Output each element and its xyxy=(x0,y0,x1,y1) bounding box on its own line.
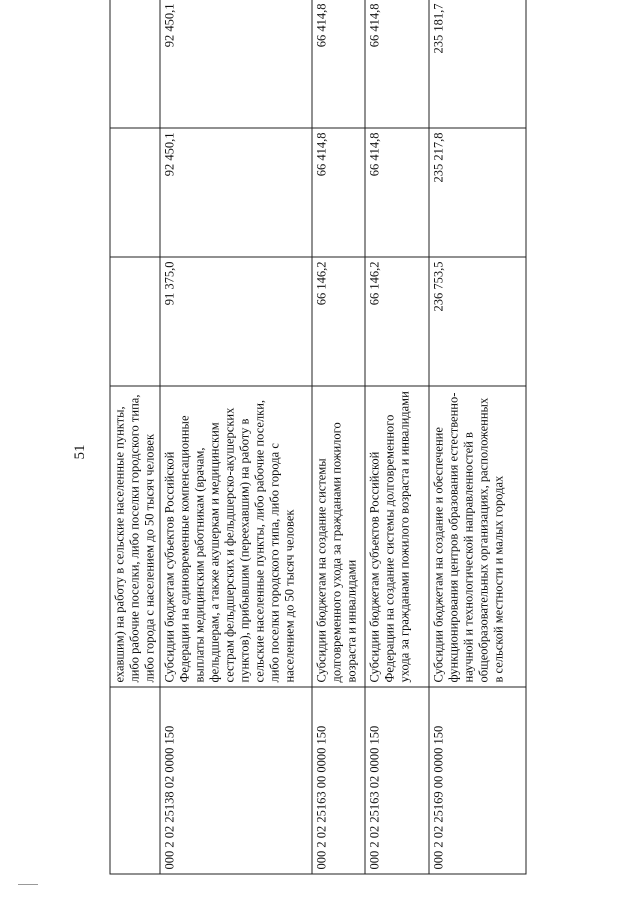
budget-code-cell: 000 2 02 25163 00 0000 150 xyxy=(312,687,365,874)
description-cell: Субсидии бюджетам на создание и обеспечение функционирования центров образования естественно-научной и технологической направленностей в общеобразовательных организациях, расположенных в сельской местности и малых городах xyxy=(429,386,526,687)
amount-cell-1 xyxy=(110,257,160,386)
amount-cell-2: 235 217,8 xyxy=(429,128,526,257)
amount-cell-2: 92 450,1 xyxy=(160,128,312,257)
budget-code-cell: 000 2 02 25138 02 0000 150 xyxy=(160,687,312,874)
description-cell: ехавшим) на работу в сельские населенные пункты, либо рабочие поселки, либо поселки городского типа, либо города с населением до 50 тысяч человек xyxy=(110,386,160,687)
amount-cell-2 xyxy=(110,128,160,257)
description-cell: Субсидии бюджетам субъектов Российской Федерации на создание системы долговременного ухода за гражданами пожилого возраста и инвалидами xyxy=(365,386,429,687)
amount-cell-3: 92 450,1 xyxy=(160,0,312,128)
rotated-table-container xyxy=(110,3,538,875)
budget-table xyxy=(110,0,527,875)
amount-cell-3: 235 181,7 xyxy=(429,0,526,128)
description-cell: Субсидии бюджетам на создание системы долговременного ухода за гражданами пожилого возраста и инвалидами xyxy=(312,386,365,687)
budget-code-cell: 000 2 02 25169 00 0000 150 xyxy=(429,687,526,874)
table-row xyxy=(365,0,429,874)
amount-cell-3: 66 414,8 xyxy=(365,0,429,128)
budget-code-cell xyxy=(110,687,160,874)
budget-code-cell: 000 2 02 25163 02 0000 150 xyxy=(365,687,429,874)
amount-cell-1: 91 375,0 xyxy=(160,257,312,386)
page-number: 51 xyxy=(72,444,88,460)
amount-cell-3 xyxy=(110,0,160,128)
table-row xyxy=(429,0,526,874)
amount-cell-1: 236 753,5 xyxy=(429,257,526,386)
amount-cell-2: 66 414,8 xyxy=(312,128,365,257)
table-row xyxy=(110,0,160,874)
amount-cell-1: 66 146,2 xyxy=(365,257,429,386)
amount-cell-1: 66 146,2 xyxy=(312,257,365,386)
amount-cell-3: 66 414,8 xyxy=(312,0,365,128)
amount-cell-2: 66 414,8 xyxy=(365,128,429,257)
table-row xyxy=(312,0,365,874)
description-cell: Субсидии бюджетам субъектов Российской Федерации на единовременные компенсационные выплаты медицинским работникам (врачам, фельдшерам, а также акушеркам и медицинским сестрам фельдшерских и фельдшерско-акушерских пунктов), прибывшим (переехавшим) на работу в сельские населенные пункты, либо рабочие поселки, либо поселки городского типа, либо города с населением до 50 тысяч человек xyxy=(160,386,312,687)
table-row xyxy=(160,0,312,874)
scan-artifact-line xyxy=(18,884,38,885)
